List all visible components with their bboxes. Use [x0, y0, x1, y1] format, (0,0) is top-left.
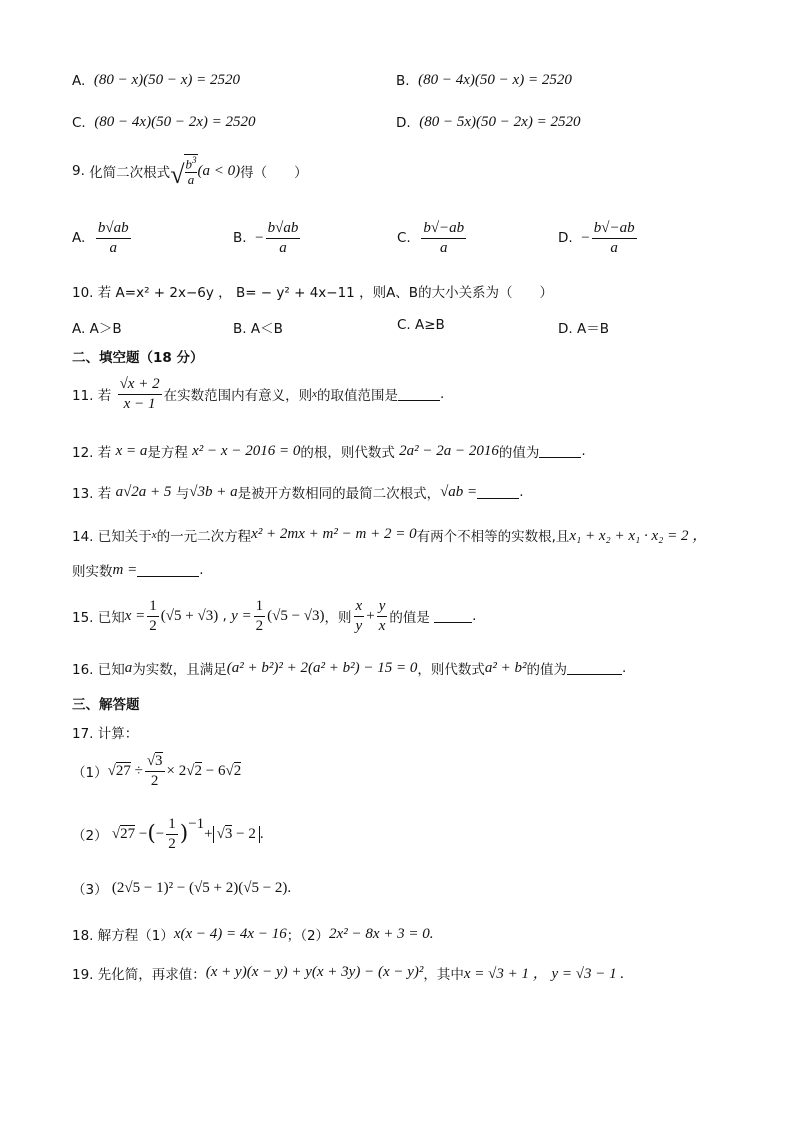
option-expr: (80 − 4x)(50 − 2x) = 2520 [94, 114, 256, 130]
section-heading-fill-in: 二、填空题（18 分） [72, 350, 204, 366]
fraction-numerator: b√−ab [592, 220, 637, 239]
variable: x [312, 388, 317, 400]
fraction-denominator: a [610, 239, 618, 256]
question-text: ，则 [324, 610, 352, 626]
answer-blank[interactable] [539, 445, 581, 458]
variable: a [124, 659, 133, 676]
fraction-numerator: √x + 2 [118, 376, 162, 395]
expression: (x + y)(x − y) + y(x + 3y) − (x − y)² [205, 964, 424, 980]
equation: x² − x − 2016 = 0 [192, 442, 301, 459]
condition: x = √3 + 1 ， y = √3 − 1 . [463, 966, 625, 982]
period: . [621, 660, 627, 676]
q17-part-1: （1） √27 ÷ $\frac{√3}{2}$ × 2√2 − 6√2 [72, 753, 242, 789]
option-label: B. [396, 72, 410, 89]
sqrt-b3-over-a: √ $b^3$ a [170, 155, 197, 190]
question-text: 的取值范围是 [316, 388, 398, 404]
question-text: 在实数范围内有意义，则 [163, 388, 313, 404]
option-label: C. [72, 114, 86, 131]
fraction-numerator: b√ab [96, 220, 131, 239]
option-label: C. [397, 230, 411, 246]
question-text: 为实数，且满足 [132, 662, 227, 678]
option-label: B. [233, 230, 247, 246]
question-prefix: 14. 已知关于 [72, 528, 152, 545]
radical-expression: a√2a + 5 [115, 483, 172, 500]
q10-option-c: C. A≥B [397, 317, 445, 333]
question-text: 是方程 [147, 445, 188, 461]
question-11 [72, 376, 444, 412]
period: . [439, 386, 445, 402]
option-label: D. [396, 114, 411, 131]
expression: (√5 + √3) [160, 607, 219, 624]
equation: x(x − 4) = 4x − 16 [173, 925, 287, 942]
answer-blank[interactable] [477, 486, 519, 499]
question-17: 17. 计算： [72, 726, 139, 742]
answer-blank[interactable] [567, 662, 622, 675]
expression: a² + b² [484, 659, 527, 676]
option-expr: (80 − 5x)(50 − 2x) = 2520 [419, 114, 581, 130]
expression: (√5 − √3) [267, 607, 325, 624]
question-prefix: 13. 若 [72, 486, 112, 502]
question-tail: 得（ ） [240, 165, 308, 182]
question-prefix: 11. 若 [72, 388, 112, 404]
option-label: A. [72, 230, 86, 246]
question-text: 的值为 [526, 662, 567, 678]
equation: x² + 2mx + m² − m + 2 = 0 [251, 526, 417, 542]
question-14-line-2 [72, 560, 204, 580]
option-sign: − [581, 229, 590, 246]
variable: x [151, 528, 157, 541]
q9-option-c [397, 220, 468, 256]
question-text: 有两个不相等的实数根,且 [416, 528, 570, 545]
period: . [472, 608, 477, 624]
answer-blank[interactable] [434, 610, 472, 623]
period: . [199, 562, 204, 578]
option-sign: − [255, 229, 264, 246]
fraction-numerator: b√ab [266, 220, 301, 239]
question-9 [72, 154, 308, 188]
condition: x = a [115, 442, 148, 459]
q9-option-b [233, 220, 302, 256]
q8-option-d [396, 114, 580, 131]
expression: m = [112, 561, 138, 578]
q9-option-a [72, 220, 133, 256]
condition: x₁ + x₂ + x₁ · x₂ = 2 ， [569, 528, 708, 544]
question-text: 的值为 [498, 445, 540, 461]
question-16 [72, 658, 626, 678]
fraction-denominator: a [279, 239, 287, 256]
option-label: D. [558, 230, 573, 246]
separator: ；（2） [286, 928, 330, 944]
q10-option-d: D. A＝B [558, 321, 609, 337]
question-text: 与 [175, 486, 190, 502]
q17-part-2: （2） √27 − ( − $\frac{1}{2}$ ) −1 + √3 − 2 . [72, 816, 264, 852]
fraction-denominator: x − 1 [123, 395, 156, 412]
question-prefix: 16. 已知 [72, 662, 125, 678]
question-13 [72, 482, 523, 502]
part-label: （3） [72, 882, 108, 898]
condition: (a < 0) [197, 162, 241, 179]
variable-y: y = [231, 607, 252, 624]
question-10: 10. 若 A=x² + 2x−6y ， B= − y² + 4x−11 ，则A、B的大小关系为（ ） [72, 285, 554, 301]
equation: (a² + b²)² + 2(a² + b²) − 15 = 0 [226, 659, 418, 676]
question-text: 的根，则代数式 [300, 445, 395, 461]
q17-part-3 [72, 878, 291, 898]
period: . [581, 443, 586, 459]
variable-x: x = [124, 607, 146, 624]
question-15: 15. 已知 x = $\frac{1}{2}$ (√5 + √3) , y = $\frac{1}{2}$ (√5 − √3) ，则 $\frac{x}{y}$ + $\frac{y}{x}$ 的值是 . [72, 598, 477, 634]
question-text: 是被开方数相同的最简二次根式， [237, 486, 441, 502]
option-expr: (80 − 4x)(50 − x) = 2520 [418, 72, 572, 88]
fraction-numerator: b√−ab [421, 220, 466, 239]
question-19 [72, 962, 624, 983]
expression: (2√5 − 1)² − (√5 + 2)(√5 − 2). [111, 879, 292, 896]
q8-option-c [72, 114, 255, 131]
q8-option-b [396, 72, 572, 89]
question-18 [72, 924, 433, 944]
fraction-denominator: a [439, 239, 448, 256]
option-label: A. [72, 72, 86, 89]
question-text: 化简二次根式 [89, 165, 171, 182]
question-text: 18. 解方程（1） [72, 928, 174, 944]
question-text: 则实数 [72, 564, 113, 580]
q10-option-b: B. A＜B [233, 321, 283, 337]
question-number: 9. [72, 163, 85, 180]
radical-expression: √3b + a [189, 483, 238, 500]
period: . [519, 484, 524, 500]
q9-option-d [558, 220, 639, 256]
question-text: ，其中 [423, 966, 464, 983]
question-text: 19. 先化简，再求值： [72, 966, 206, 983]
equation: 2x² − 8x + 3 = 0. [329, 925, 434, 942]
question-14 [72, 524, 707, 545]
question-prefix: 15. 已知 [72, 610, 125, 626]
expression: 2a² − 2a − 2016 [399, 442, 499, 459]
section-heading-solve: 三、解答题 [72, 697, 140, 713]
part-label: （2） [72, 828, 108, 844]
question-12 [72, 441, 586, 461]
option-expr: (80 − x)(50 − x) = 2520 [93, 72, 241, 88]
question-text: 的一元二次方程 [156, 528, 252, 545]
q10-option-a: A. A＞B [72, 321, 122, 337]
fraction-denominator: a [109, 239, 117, 256]
question-text: 的值是 [389, 610, 430, 626]
answer-blank[interactable] [398, 388, 440, 401]
question-text: ，则代数式 [417, 662, 485, 678]
expression: √ab = [440, 483, 478, 500]
q8-option-a [72, 72, 240, 89]
part-label: （1） [72, 765, 108, 781]
answer-blank[interactable] [137, 564, 199, 577]
question-prefix: 12. 若 [72, 445, 112, 461]
